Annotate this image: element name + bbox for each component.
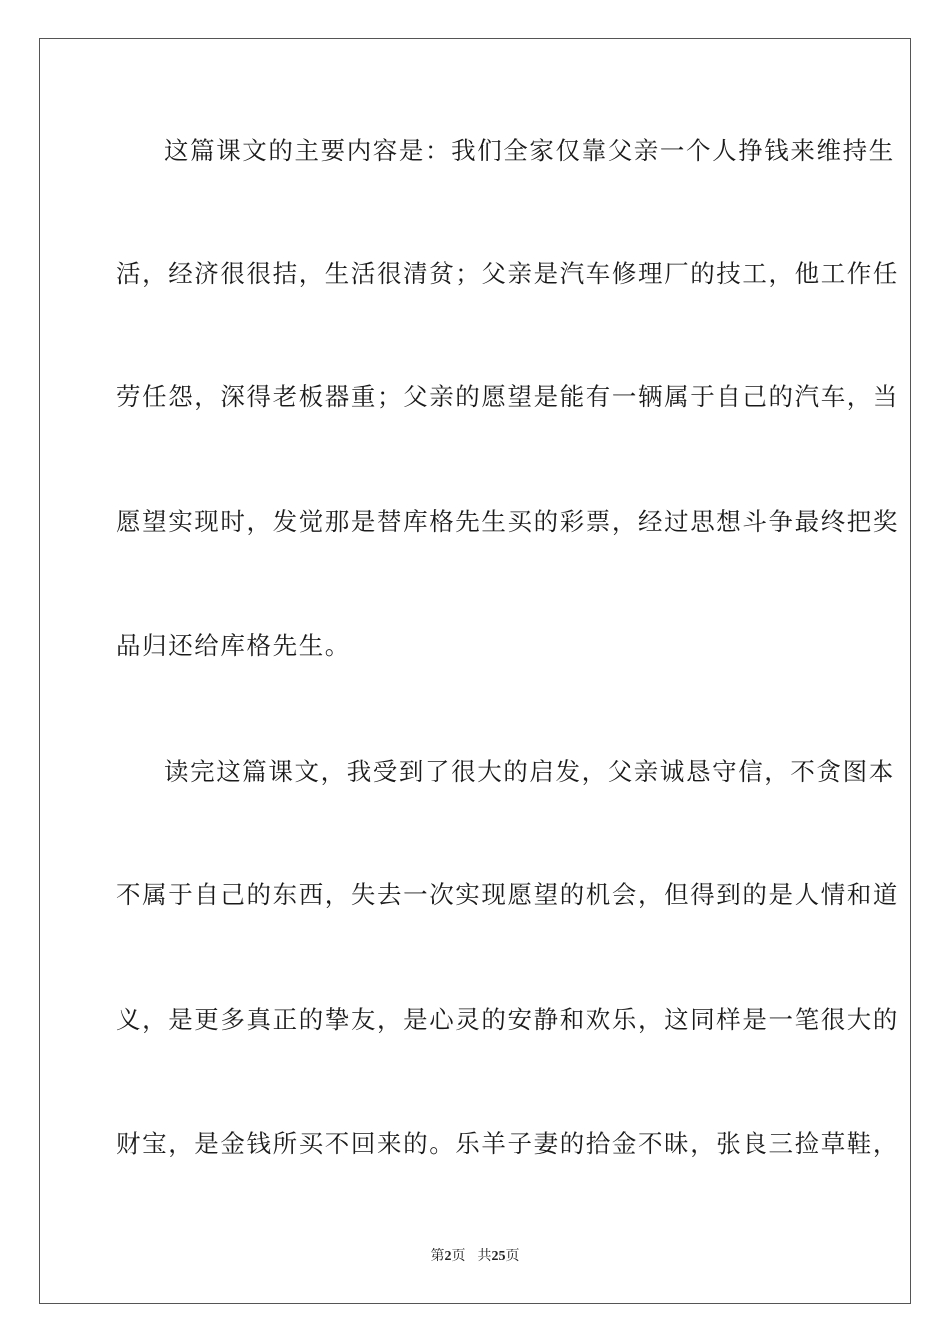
- paragraph-2-line-3: 义，是更多真正的挚友，是心灵的安静和欢乐，这同样是一笔很大的: [116, 1005, 899, 1034]
- total-prefix: 共: [477, 1249, 492, 1264]
- paragraph-1-line-3: 劳任怨，深得老板器重；父亲的愿望是能有一辆属于自己的汽车，当: [116, 382, 899, 411]
- paragraph-1-line-4: 愿望实现时，发觉那是替库格先生买的彩票，经过思想斗争最终把奖: [116, 507, 899, 536]
- paragraph-2-line-2: 不属于自己的东西，失去一次实现愿望的机会，但得到的是人情和道: [116, 880, 899, 909]
- page-footer: [0, 1248, 950, 1266]
- page-prefix: 第: [430, 1249, 445, 1264]
- page-number: 2: [444, 1249, 452, 1264]
- total-pages: 25: [491, 1249, 506, 1264]
- paragraph-1-line-5: 品归还给库格先生。: [116, 631, 351, 660]
- paragraph-1-line-1: 这篇课文的主要内容是：我们全家仅靠父亲一个人挣钱来维持生: [164, 136, 895, 165]
- page-border: [39, 38, 911, 1304]
- paragraph-1-line-2: 活，经济很很拮，生活很清贫；父亲是汽车修理厂的技工，他工作任: [116, 259, 899, 288]
- page-suffix: 页: [451, 1249, 466, 1264]
- paragraph-2-line-1: 读完这篇课文，我受到了很大的启发，父亲诚恳守信，不贪图本: [164, 757, 895, 786]
- paragraph-2-line-4: 财宝，是金钱所买不回来的。乐羊子妻的拾金不昧，张良三捡草鞋，: [116, 1129, 899, 1158]
- total-suffix: 页: [505, 1249, 520, 1264]
